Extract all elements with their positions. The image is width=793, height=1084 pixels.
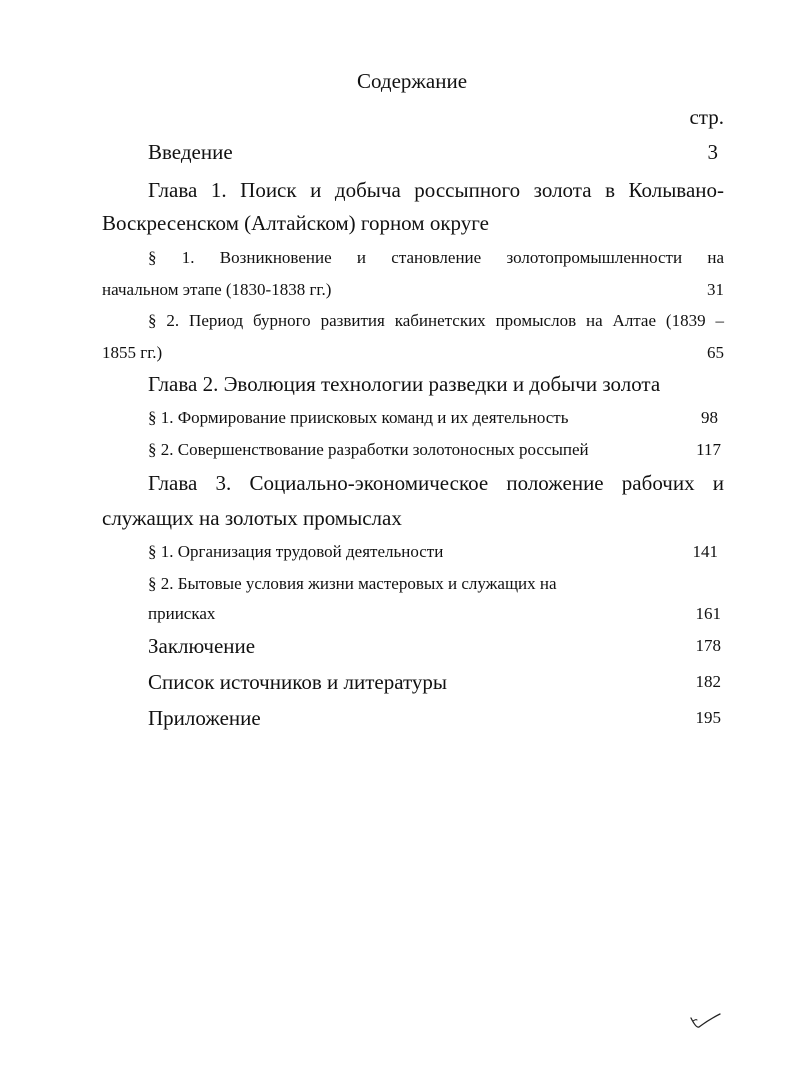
toc-appendix-label: Приложение <box>148 706 261 730</box>
page-title: Содержание <box>357 69 468 93</box>
toc-chapter1-line1: Глава 1. Поиск и добыча россыпного золота в Колывано- <box>148 178 724 202</box>
toc-section-3-2-line1: § 2. Бытовые условия жизни мастеровых и служащих на <box>148 574 557 593</box>
toc-section-3-2-line2: приисках <box>148 604 216 623</box>
toc-chapter2-label: Глава 2. Эволюция технологии разведки и добычи золота <box>148 372 661 396</box>
toc-section-2-1-label: § 1. Формирование приисковых команд и их деятельность <box>148 408 569 427</box>
toc-section-1-1-page: 31 <box>707 280 724 299</box>
handwritten-check-mark <box>688 1012 724 1034</box>
toc-section-1-1-line2: начальном этапе (1830-1838 гг.) <box>102 280 332 299</box>
toc-section-2-2-label: § 2. Совершенствование разработки золотоносных россыпей <box>148 440 589 459</box>
toc-conclusion-page: 178 <box>695 636 721 655</box>
toc-appendix-page: 195 <box>695 708 721 727</box>
page-column-label: стр. <box>689 105 724 129</box>
toc-sources-page: 182 <box>695 672 721 691</box>
toc-section-3-1-page: 141 <box>692 542 718 561</box>
toc-intro-label: Введение <box>148 140 233 164</box>
toc-section-3-2-page: 161 <box>695 604 721 623</box>
toc-section-2-1-page: 98 <box>701 408 718 427</box>
toc-chapter3-line1: Глава 3. Социально-экономическое положение рабочих и <box>148 471 724 495</box>
toc-sources-label: Список источников и литературы <box>148 670 448 694</box>
toc-chapter1-line2: Воскресенском (Алтайском) горном округе <box>102 211 489 235</box>
toc-conclusion-label: Заключение <box>148 634 256 658</box>
toc-section-1-2-page: 65 <box>707 343 724 362</box>
toc-section-1-2-line2: 1855 гг.) <box>102 343 163 362</box>
toc-chapter3-line2: служащих на золотых промыслах <box>102 506 402 530</box>
toc-section-3-1-label: § 1. Организация трудовой деятельности <box>148 542 444 561</box>
toc-intro-page: 3 <box>707 140 718 164</box>
toc-section-1-1-line1: § 1. Возникновение и становление золотопромышленности на <box>148 248 724 267</box>
toc-section-2-2-page: 117 <box>696 440 721 459</box>
toc-section-1-2-line1: § 2. Период бурного развития кабинетских промыслов на Алтае (1839 – <box>148 311 724 330</box>
